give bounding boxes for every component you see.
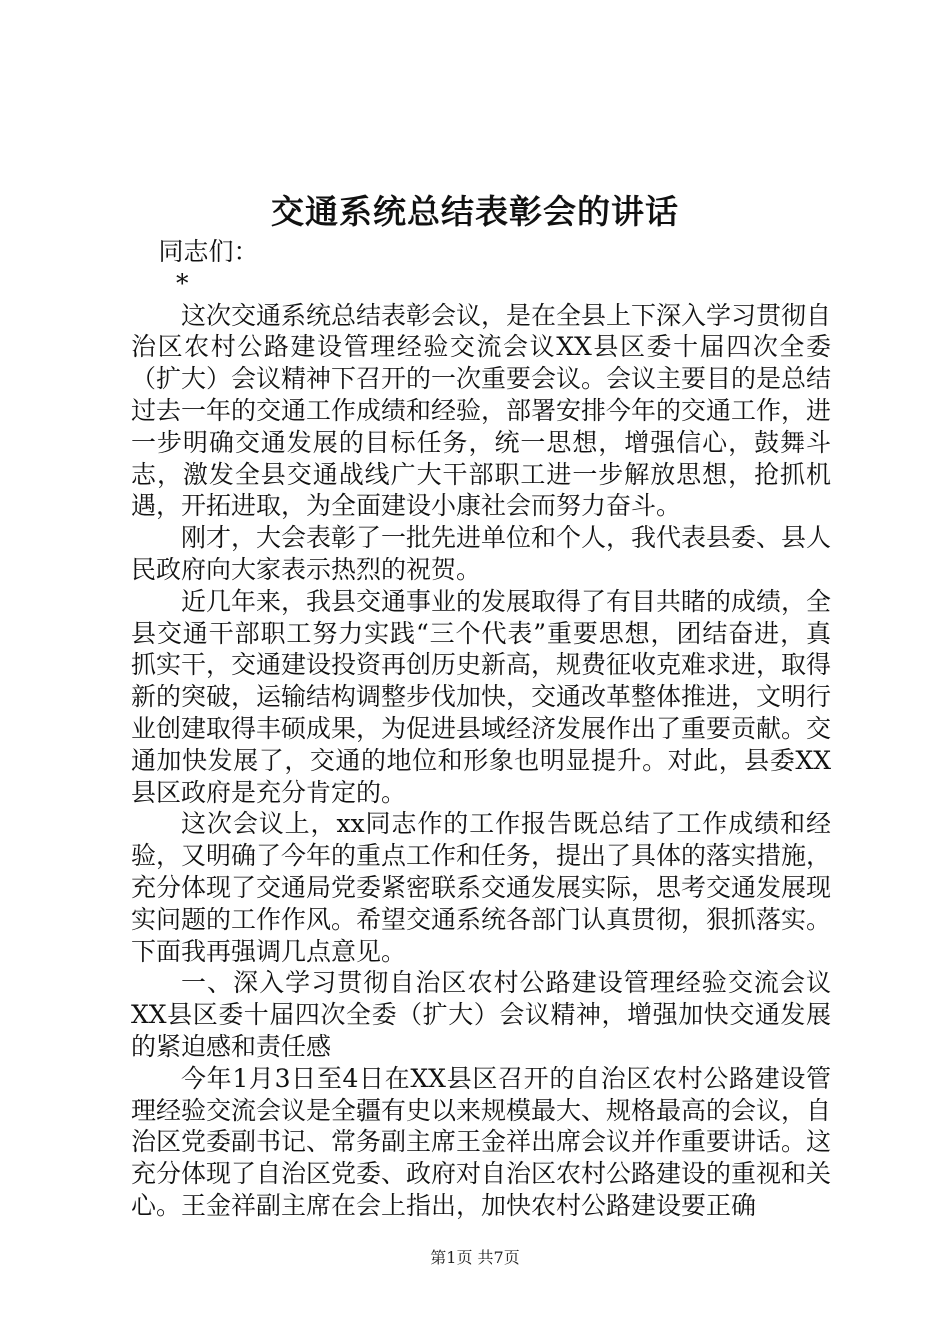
paragraph-work-report: 这次会议上，xx同志作的工作报告既总结了工作成绩和经验，又明确了今年的重点工作和任务，提出了具体的落实措施，充分体现了交通局党委紧密联系交通发展实际，思考交通发展现实问题的工作作风。希望交通系统各部门认真贯彻，狠抓落实。下面我再强调几点意见。 bbox=[131, 809, 832, 966]
paragraph-meeting-details: 今年1月3日至4日在XX县区召开的自治区农村公路建设管理经验交流会议是全疆有史以来规模最大、规格最高的会议，自治区党委副书记、常务副主席王金祥出席会议并作重要讲话。这充分体现了自治区党委、政府对自治区农村公路建设的重视和关心。王金祥副主席在会上指出，加快农村公路建设要正确 bbox=[131, 1063, 832, 1220]
paragraph-opening: 这次交通系统总结表彰会议，是在全县上下深入学习贯彻自治区农村公路建设管理经验交流会议XX县区委十届四次全委（扩大）会议精神下召开的一次重要会议。会议主要目的是总结过去一年的交通工作成绩和经验，部署安排今年的交通工作，进一步明确交通发展的目标任务，统一思想，增强信心，鼓舞斗志，激发全县交通战线广大干部职工进一步解放思想，抢抓机遇，开拓进取，为全面建设小康社会而努力奋斗。 bbox=[131, 300, 832, 521]
section-heading-one: 一、深入学习贯彻自治区农村公路建设管理经验交流会议XX县区委十届四次全委（扩大）会议精神，增强加快交通发展的紧迫感和责任感 bbox=[131, 968, 831, 1061]
paragraph-congratulations: 刚才，大会表彰了一批先进单位和个人，我代表县委、县人民政府向大家表示热烈的祝贺。 bbox=[131, 523, 832, 584]
greeting-line: 同志们： bbox=[158, 237, 259, 266]
asterisk-marker: * bbox=[176, 268, 189, 298]
paragraph-achievements: 近几年来，我县交通事业的发展取得了有目共睹的成绩，全县交通干部职工努力实践“三个代表”重要思想，团结奋进，真抓实干，交通建设投资再创历史新高，规费征收克难求进，取得新的突破，运输结构调整步伐加快，交通改革整体推进，文明行业创建取得丰硕成果，为促进县域经济发展作出了重要贡献。交通加快发展了，交通的地位和形象也明显提升。对此，县委XX县区政府是充分肯定的。 bbox=[131, 586, 832, 807]
document-title: 交通系统总结表彰会的讲话 bbox=[271, 192, 679, 231]
page-footer: 第1页 共7页 bbox=[430, 1248, 520, 1267]
document-body bbox=[131, 236, 831, 1222]
